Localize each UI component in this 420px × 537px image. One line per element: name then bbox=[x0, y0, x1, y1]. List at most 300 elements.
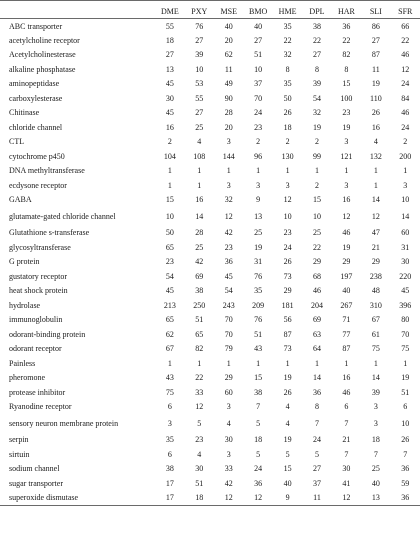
count-cell-sli: 27 bbox=[371, 35, 380, 45]
table-row bbox=[0, 48, 420, 63]
count-cell-bmo: 70 bbox=[254, 93, 263, 103]
count-cell-har: 36 bbox=[342, 21, 351, 31]
count-cell-sli: 3 bbox=[373, 418, 378, 428]
count-cell-dme: 1 bbox=[167, 358, 172, 368]
gene-family-name-cell: pheromone bbox=[9, 373, 45, 383]
count-cell-bmo: 3 bbox=[256, 180, 261, 190]
count-cell-dme: 45 bbox=[165, 79, 174, 89]
table-row bbox=[0, 371, 420, 386]
count-cell-pxy: 51 bbox=[195, 478, 204, 488]
count-cell-sli: 4 bbox=[373, 137, 378, 147]
count-cell-dpl: 2 bbox=[314, 180, 319, 190]
gene-family-name-cell: sugar transporter bbox=[9, 478, 63, 488]
table-row bbox=[0, 149, 420, 164]
count-cell-dpl: 204 bbox=[310, 300, 323, 310]
table-row bbox=[0, 400, 420, 415]
header-cell-pxy: PXY bbox=[185, 1, 214, 19]
gene-family-name-cell: GABA bbox=[9, 195, 32, 205]
count-cell-mse: 30 bbox=[224, 435, 233, 445]
count-cell-sli: 238 bbox=[369, 271, 382, 281]
count-cell-dme: 13 bbox=[165, 64, 174, 74]
table-row bbox=[0, 255, 420, 270]
count-cell-dpl: 24 bbox=[312, 435, 321, 445]
count-cell-pxy: 51 bbox=[195, 315, 204, 325]
count-cell-sfr: 31 bbox=[401, 242, 410, 252]
count-cell-mse: 23 bbox=[224, 242, 233, 252]
count-cell-sfr: 84 bbox=[401, 93, 410, 103]
count-cell-hme: 40 bbox=[283, 478, 292, 488]
table-row bbox=[0, 284, 420, 299]
gene-family-name-cell: carboxylesterase bbox=[9, 93, 63, 103]
count-cell-hme: 50 bbox=[283, 93, 292, 103]
count-cell-mse: 32 bbox=[224, 195, 233, 205]
count-cell-sfr: 6 bbox=[403, 402, 408, 412]
count-cell-sli: 7 bbox=[373, 449, 378, 459]
table-body bbox=[0, 19, 420, 506]
table-row bbox=[0, 106, 420, 121]
count-cell-hme: 18 bbox=[283, 122, 292, 132]
count-cell-har: 21 bbox=[342, 435, 351, 445]
count-cell-bmo: 96 bbox=[254, 151, 263, 161]
count-cell-sfr: 1 bbox=[403, 166, 408, 176]
gene-family-name-cell: aminopeptidase bbox=[9, 79, 60, 89]
count-cell-sfr: 24 bbox=[401, 122, 410, 132]
count-cell-sli: 26 bbox=[371, 108, 380, 118]
count-cell-dme: 6 bbox=[167, 402, 172, 412]
count-cell-mse: 45 bbox=[224, 271, 233, 281]
count-cell-bmo: 5 bbox=[256, 418, 261, 428]
count-cell-hme: 19 bbox=[283, 435, 292, 445]
count-cell-dpl: 7 bbox=[314, 418, 319, 428]
count-cell-sli: 16 bbox=[371, 122, 380, 132]
count-cell-dme: 50 bbox=[165, 228, 174, 238]
header-cell-dpl: DPL bbox=[302, 1, 331, 19]
count-cell-sli: 14 bbox=[371, 373, 380, 383]
count-cell-sfr: 2 bbox=[403, 137, 408, 147]
table-row bbox=[0, 62, 420, 77]
count-cell-har: 40 bbox=[342, 286, 351, 296]
count-cell-hme: 35 bbox=[283, 21, 292, 31]
count-cell-har: 8 bbox=[344, 64, 349, 74]
count-cell-pxy: 16 bbox=[195, 195, 204, 205]
count-cell-dme: 55 bbox=[165, 21, 174, 31]
count-cell-har: 16 bbox=[342, 195, 351, 205]
count-cell-mse: 62 bbox=[224, 50, 233, 60]
gene-family-name-cell: Acetylcholinesterase bbox=[9, 50, 76, 60]
gene-family-name-cell: G protein bbox=[9, 257, 40, 267]
header-cell-bmo: BMO bbox=[243, 1, 272, 19]
count-cell-har: 6 bbox=[344, 402, 349, 412]
count-cell-hme: 35 bbox=[283, 79, 292, 89]
table-row bbox=[0, 414, 420, 433]
count-cell-dpl: 14 bbox=[312, 373, 321, 383]
count-cell-sfr: 22 bbox=[401, 35, 410, 45]
count-cell-dpl: 19 bbox=[312, 122, 321, 132]
count-cell-sfr: 220 bbox=[399, 271, 412, 281]
count-cell-mse: 3 bbox=[226, 402, 231, 412]
count-cell-sli: 61 bbox=[371, 329, 380, 339]
count-cell-bmo: 12 bbox=[243, 491, 272, 506]
header-cell-name bbox=[0, 1, 155, 19]
count-cell-mse: 28 bbox=[224, 108, 233, 118]
count-cell-bmo: 209 bbox=[252, 300, 265, 310]
count-cell-bmo: 2 bbox=[256, 137, 261, 147]
count-cell-dme: 62 bbox=[165, 329, 174, 339]
count-cell-hme: 56 bbox=[283, 315, 292, 325]
count-cell-mse: 36 bbox=[224, 257, 233, 267]
gene-family-name-cell: chloride channel bbox=[9, 122, 63, 132]
count-cell-sli: 14 bbox=[371, 195, 380, 205]
count-cell-dpl: 39 bbox=[312, 79, 321, 89]
count-cell-dme: 23 bbox=[165, 257, 174, 267]
count-cell-sli: 75 bbox=[371, 344, 380, 354]
count-cell-bmo: 9 bbox=[256, 195, 261, 205]
count-cell-sfr: 66 bbox=[401, 21, 410, 31]
count-cell-bmo: 7 bbox=[256, 402, 261, 412]
count-cell-pxy: 39 bbox=[195, 50, 204, 60]
count-cell-hme: 1 bbox=[285, 166, 290, 176]
count-cell-sfr: 1 bbox=[403, 358, 408, 368]
count-cell-sli: 39 bbox=[371, 387, 380, 397]
count-cell-sli: 1 bbox=[373, 358, 378, 368]
count-cell-bmo: 24 bbox=[254, 464, 263, 474]
count-cell-sli: 21 bbox=[371, 242, 380, 252]
count-cell-mse: 12 bbox=[214, 491, 243, 506]
count-cell-har: 3 bbox=[344, 137, 349, 147]
count-cell-sfr: 70 bbox=[401, 329, 410, 339]
count-cell-mse: 20 bbox=[224, 122, 233, 132]
count-cell-hme: 4 bbox=[285, 402, 290, 412]
count-cell-hme: 3 bbox=[285, 180, 290, 190]
count-cell-har: 1 bbox=[344, 358, 349, 368]
count-cell-hme: 26 bbox=[283, 387, 292, 397]
count-cell-mse: 54 bbox=[224, 286, 233, 296]
count-cell-sli: 1 bbox=[373, 180, 378, 190]
count-cell-sli: 25 bbox=[371, 464, 380, 474]
count-cell-dme: 18 bbox=[165, 35, 174, 45]
count-cell-hme: 73 bbox=[283, 344, 292, 354]
count-cell-hme: 32 bbox=[283, 50, 292, 60]
count-cell-pxy: 14 bbox=[195, 211, 204, 221]
gene-family-name-cell: sensory neuron membrane protein bbox=[9, 418, 119, 428]
count-cell-pxy: 38 bbox=[195, 286, 204, 296]
count-cell-dme: 15 bbox=[165, 195, 174, 205]
count-cell-pxy: 53 bbox=[195, 79, 204, 89]
count-cell-dpl: 37 bbox=[312, 478, 321, 488]
count-cell-mse: 243 bbox=[222, 300, 235, 310]
count-cell-har: 19 bbox=[342, 122, 351, 132]
count-cell-dme: 1 bbox=[167, 166, 172, 176]
count-cell-mse: 3 bbox=[226, 137, 231, 147]
count-cell-dme: 27 bbox=[165, 50, 174, 60]
count-cell-bmo: 13 bbox=[254, 211, 263, 221]
count-cell-har: 16 bbox=[342, 373, 351, 383]
count-cell-dme: 16 bbox=[165, 122, 174, 132]
count-cell-sli: 310 bbox=[369, 300, 382, 310]
count-cell-dme: 213 bbox=[163, 300, 176, 310]
count-cell-dpl: 64 bbox=[312, 344, 321, 354]
gene-family-name-cell: CTL bbox=[9, 137, 25, 147]
header-row bbox=[0, 1, 420, 19]
count-cell-mse: 1 bbox=[226, 166, 231, 176]
count-cell-dpl: 29 bbox=[312, 257, 321, 267]
count-cell-hme: 29 bbox=[283, 286, 292, 296]
table-row bbox=[0, 269, 420, 284]
count-cell-sfr: 30 bbox=[401, 257, 410, 267]
count-cell-dme: 1 bbox=[167, 180, 172, 190]
header-cell-sfr: SFR bbox=[391, 1, 420, 19]
count-cell-pxy: 5 bbox=[197, 418, 202, 428]
count-cell-dpl: 10 bbox=[312, 211, 321, 221]
count-cell-bmo: 15 bbox=[254, 373, 263, 383]
count-cell-hme: 19 bbox=[283, 373, 292, 383]
count-cell-bmo: 76 bbox=[254, 315, 263, 325]
count-cell-sli: 67 bbox=[371, 315, 380, 325]
table-row bbox=[0, 356, 420, 371]
count-cell-bmo: 51 bbox=[254, 329, 263, 339]
count-cell-har: 121 bbox=[340, 151, 353, 161]
count-cell-har: 15 bbox=[342, 79, 351, 89]
count-cell-bmo: 43 bbox=[254, 344, 263, 354]
count-cell-sfr: 396 bbox=[399, 300, 412, 310]
count-cell-dme: 38 bbox=[165, 464, 174, 474]
gene-family-name-cell: hydrolase bbox=[9, 300, 41, 310]
count-cell-hme: 87 bbox=[283, 329, 292, 339]
count-cell-hme: 12 bbox=[283, 195, 292, 205]
count-cell-bmo: 38 bbox=[254, 387, 263, 397]
count-cell-bmo: 1 bbox=[256, 358, 261, 368]
count-cell-har: 7 bbox=[344, 449, 349, 459]
count-cell-dpl: 15 bbox=[312, 195, 321, 205]
count-cell-mse: 144 bbox=[222, 151, 235, 161]
count-cell-sfr: 45 bbox=[401, 286, 410, 296]
count-cell-sli: 11 bbox=[371, 64, 380, 74]
count-cell-dpl: 69 bbox=[312, 315, 321, 325]
count-cell-sfr: 36 bbox=[401, 464, 410, 474]
count-cell-dme: 6 bbox=[167, 449, 172, 459]
count-cell-mse: 70 bbox=[224, 329, 233, 339]
count-cell-bmo: 40 bbox=[254, 21, 263, 31]
count-cell-dpl: 2 bbox=[314, 137, 319, 147]
count-cell-pxy: 23 bbox=[195, 435, 204, 445]
count-cell-har: 46 bbox=[342, 228, 351, 238]
count-cell-pxy: 82 bbox=[195, 344, 204, 354]
count-cell-dpl: 11 bbox=[302, 491, 331, 506]
count-cell-pxy: 28 bbox=[195, 228, 204, 238]
count-cell-sfr: 80 bbox=[401, 315, 410, 325]
count-cell-dpl: 27 bbox=[312, 464, 321, 474]
table-row bbox=[0, 120, 420, 135]
count-cell-sli: 132 bbox=[369, 151, 382, 161]
count-cell-dpl: 27 bbox=[312, 50, 321, 60]
count-cell-pxy: 1 bbox=[197, 166, 202, 176]
count-cell-sfr: 12 bbox=[401, 64, 410, 74]
count-cell-har: 267 bbox=[340, 300, 353, 310]
count-cell-sli: 29 bbox=[371, 257, 380, 267]
table-row bbox=[0, 298, 420, 313]
count-cell-bmo: 25 bbox=[254, 228, 263, 238]
count-cell-pxy: 55 bbox=[195, 93, 204, 103]
count-cell-pxy: 250 bbox=[193, 300, 206, 310]
count-cell-dme: 43 bbox=[165, 373, 174, 383]
count-cell-sfr: 200 bbox=[399, 151, 412, 161]
count-cell-sfr: 36 bbox=[391, 491, 420, 506]
count-cell-mse: 40 bbox=[224, 21, 233, 31]
count-cell-har: 30 bbox=[342, 464, 351, 474]
count-cell-dpl: 63 bbox=[312, 329, 321, 339]
count-cell-bmo: 24 bbox=[254, 108, 263, 118]
count-cell-dme: 17 bbox=[165, 478, 174, 488]
count-cell-pxy: 69 bbox=[195, 271, 204, 281]
count-cell-sli: 47 bbox=[371, 228, 380, 238]
count-cell-mse: 90 bbox=[224, 93, 233, 103]
table-row bbox=[0, 77, 420, 92]
count-cell-pxy: 27 bbox=[195, 108, 204, 118]
count-cell-har: 100 bbox=[340, 93, 353, 103]
count-cell-bmo: 76 bbox=[254, 271, 263, 281]
table-row bbox=[0, 462, 420, 477]
count-cell-bmo: 51 bbox=[254, 50, 263, 60]
count-cell-hme: 2 bbox=[285, 137, 290, 147]
table-row bbox=[0, 385, 420, 400]
count-cell-dme: 3 bbox=[167, 418, 172, 428]
count-cell-dpl: 8 bbox=[314, 64, 319, 74]
count-cell-sli: 48 bbox=[371, 286, 380, 296]
count-cell-pxy: 22 bbox=[195, 373, 204, 383]
table-row bbox=[0, 33, 420, 48]
count-cell-pxy: 42 bbox=[195, 257, 204, 267]
table-row bbox=[0, 91, 420, 106]
table-row bbox=[0, 313, 420, 328]
count-cell-sli: 40 bbox=[371, 478, 380, 488]
count-cell-dme: 35 bbox=[165, 435, 174, 445]
gene-family-name-cell: protease inhibitor bbox=[9, 387, 66, 397]
table-row bbox=[0, 135, 420, 150]
table-row bbox=[0, 327, 420, 342]
count-cell-sfr: 3 bbox=[403, 180, 408, 190]
count-cell-har: 71 bbox=[342, 315, 351, 325]
count-cell-bmo: 27 bbox=[254, 35, 263, 45]
gene-family-name-cell: heat shock protein bbox=[9, 286, 68, 296]
count-cell-har: 197 bbox=[340, 271, 353, 281]
table-row bbox=[0, 447, 420, 462]
count-cell-sli: 3 bbox=[373, 402, 378, 412]
count-cell-sli: 87 bbox=[371, 50, 380, 60]
count-cell-sli: 86 bbox=[371, 21, 380, 31]
table-row bbox=[0, 491, 420, 506]
count-cell-sli: 13 bbox=[361, 491, 390, 506]
count-cell-sfr: 46 bbox=[401, 108, 410, 118]
count-cell-har: 1 bbox=[344, 166, 349, 176]
count-cell-pxy: 65 bbox=[195, 329, 204, 339]
header-cell-har: HAR bbox=[332, 1, 361, 19]
count-cell-dpl: 22 bbox=[312, 242, 321, 252]
count-cell-mse: 29 bbox=[224, 373, 233, 383]
count-cell-sfr: 26 bbox=[401, 435, 410, 445]
count-cell-har: 7 bbox=[344, 418, 349, 428]
header-cell-sli: SLI bbox=[361, 1, 390, 19]
count-cell-dme: 30 bbox=[165, 93, 174, 103]
count-cell-dpl: 8 bbox=[314, 402, 319, 412]
count-cell-dpl: 68 bbox=[312, 271, 321, 281]
count-cell-dme: 10 bbox=[165, 211, 174, 221]
count-cell-pxy: 76 bbox=[195, 21, 204, 31]
count-cell-dpl: 99 bbox=[312, 151, 321, 161]
gene-family-name-cell: cytochrome p450 bbox=[9, 151, 65, 161]
count-cell-pxy: 4 bbox=[197, 449, 202, 459]
count-cell-hme: 15 bbox=[283, 464, 292, 474]
count-cell-sfr: 10 bbox=[401, 195, 410, 205]
count-cell-sfr: 59 bbox=[401, 478, 410, 488]
count-cell-mse: 79 bbox=[224, 344, 233, 354]
count-cell-har: 22 bbox=[342, 35, 351, 45]
count-cell-hme: 73 bbox=[283, 271, 292, 281]
header-cell-dme: DME bbox=[155, 1, 184, 19]
count-cell-pxy: 25 bbox=[195, 122, 204, 132]
count-cell-pxy: 1 bbox=[197, 358, 202, 368]
count-cell-mse: 1 bbox=[226, 358, 231, 368]
count-cell-mse: 60 bbox=[224, 387, 233, 397]
count-cell-hme: 130 bbox=[281, 151, 294, 161]
gene-family-name-cell: Painless bbox=[9, 358, 36, 368]
gene-family-name-cell: sodium channel bbox=[9, 464, 60, 474]
count-cell-hme: 22 bbox=[283, 35, 292, 45]
count-cell-har: 19 bbox=[342, 242, 351, 252]
count-cell-bmo: 37 bbox=[254, 79, 263, 89]
count-cell-bmo: 10 bbox=[254, 64, 263, 74]
count-cell-dpl: 32 bbox=[312, 108, 321, 118]
count-cell-bmo: 31 bbox=[254, 257, 263, 267]
count-cell-hme: 1 bbox=[285, 358, 290, 368]
gene-family-name-cell: gustatory receptor bbox=[9, 271, 67, 281]
table-row bbox=[0, 226, 420, 241]
count-cell-sli: 12 bbox=[371, 211, 380, 221]
count-cell-sfr: 19 bbox=[401, 373, 410, 383]
count-cell-pxy: 1 bbox=[197, 180, 202, 190]
count-cell-har: 87 bbox=[342, 344, 351, 354]
count-cell-hme: 5 bbox=[285, 449, 290, 459]
count-cell-sfr: 14 bbox=[401, 211, 410, 221]
count-cell-sfr: 51 bbox=[401, 387, 410, 397]
table-row bbox=[0, 178, 420, 193]
gene-family-name-cell: superoxide dismutase bbox=[0, 491, 155, 506]
count-cell-pxy: 12 bbox=[195, 402, 204, 412]
table-row bbox=[0, 342, 420, 357]
count-cell-mse: 42 bbox=[224, 478, 233, 488]
count-cell-dme: 2 bbox=[167, 137, 172, 147]
count-cell-sli: 18 bbox=[371, 435, 380, 445]
count-cell-dme: 65 bbox=[165, 242, 174, 252]
count-cell-har: 12 bbox=[332, 491, 361, 506]
gene-family-name-cell: odorant-binding protein bbox=[9, 329, 86, 339]
count-cell-mse: 12 bbox=[224, 211, 233, 221]
count-cell-mse: 20 bbox=[224, 35, 233, 45]
table-row bbox=[0, 193, 420, 208]
count-cell-dpl: 5 bbox=[314, 449, 319, 459]
gene-family-name-cell: Ryanodine receptor bbox=[9, 402, 72, 412]
count-cell-dpl: 1 bbox=[314, 166, 319, 176]
table-row bbox=[0, 240, 420, 255]
gene-family-name-cell: serpin bbox=[9, 435, 29, 445]
count-cell-dpl: 22 bbox=[312, 35, 321, 45]
count-cell-hme: 10 bbox=[283, 211, 292, 221]
count-cell-mse: 11 bbox=[224, 64, 233, 74]
count-cell-hme: 181 bbox=[281, 300, 294, 310]
count-cell-dme: 17 bbox=[155, 491, 184, 506]
count-cell-dpl: 38 bbox=[312, 21, 321, 31]
gene-family-name-cell: DNA methyltransferase bbox=[9, 166, 85, 176]
count-cell-sli: 1 bbox=[373, 166, 378, 176]
